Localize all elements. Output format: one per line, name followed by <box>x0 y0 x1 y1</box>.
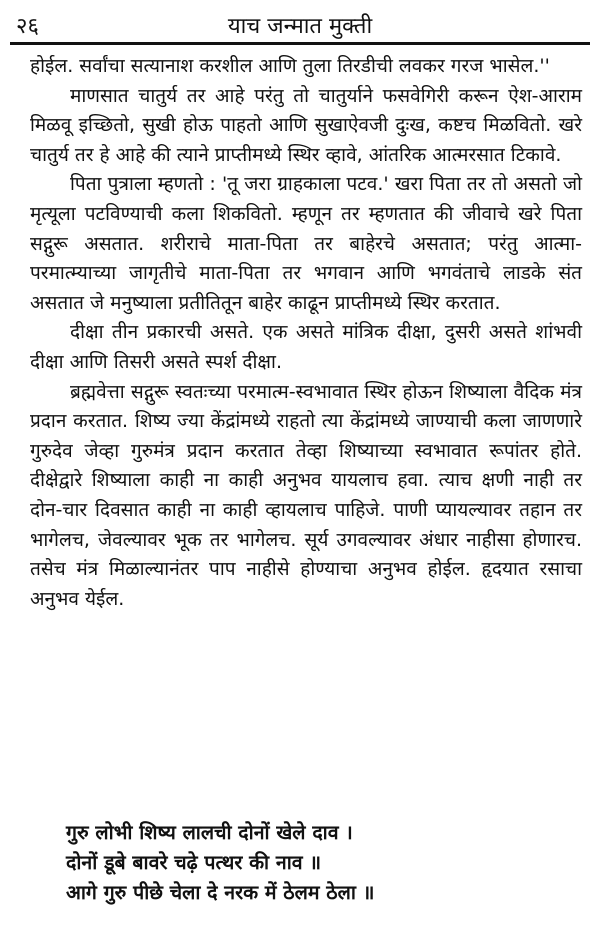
paragraph: ब्रह्मवेत्ता सद्गुरू स्वतःच्या परमात्म-स्वभावात स्थिर होऊन शिष्याला वैदिक मंत्र प्रदान करतात. शिष्य ज्या केंद्रांमध्ये राहतो त्या केंद्रांमध्ये जाण्याची कला जाणणारे गुरुदेव जेव्हा गुरुमंत्र प्रदान करतात तेव्हा शिष्याच्या स्वभावात रूपांतर होते. दीक्षेद्वारे शिष्याला काही ना काही अनुभव यायलाच हवा. त्याच क्षणी नाही तर दोन-चार दिवसात काही ना काही व्हायलाच पाहिजे. पाणी प्यायल्यावर तहान तर भागेलच, जेवल्यावर भूक तर भागेलच. सूर्य उगवल्यावर अंधार नाहीसा होणारच. तसेच मंत्र मिळाल्यानंतर पाप नाहीसे होण्याचा अनुभव होईल. हृदयात रसाचा अनुभव येईल. <box>30 380 583 610</box>
page-header <box>10 6 590 44</box>
verse-line: गुरु लोभी शिष्य लालची दोनों खेले दाव । <box>66 821 353 844</box>
body-text <box>30 52 582 614</box>
verse-line: आगे गुरु पीछे चेला दे नरक में ठेलम ठेला ॥ <box>66 881 375 904</box>
running-title: याच जन्मात मुक्ती <box>227 14 373 39</box>
header-rule <box>10 42 590 45</box>
verse-block <box>66 818 586 908</box>
page-number: २६ <box>16 14 39 39</box>
paragraph: पिता पुत्राला म्हणतो : 'तू जरा ग्राहकाला पटव.' खरा पिता तर तो असतो जो मृत्यूला पटविण्याची कला शिकवितो. म्हणून तर म्हणतात की जीवाचे खरे पिता सद्गुरू असतात. शरीराचे माता-पिता तर बाहेरचे असतात; परंतु आत्मा-परमात्म्याच्या जागृतीचे माता-पिता तर भगवान आणि भगवंताचे लाडके संत असतात जे मनुष्याला प्रतीतितून बाहेर काढून प्राप्तीमध्ये स्थिर करतात. <box>30 173 582 314</box>
paragraph: माणसात चातुर्य तर आहे परंतु तो चातुर्याने फसवेगिरी करून ऐश-आराम मिळवू इच्छितो, सुखी होऊ पाहतो आणि सुखाऐवजी दुःख, कष्टच मिळवितो. खरे चातुर्य तर हे आहे की त्याने प्राप्तीमध्ये स्थिर व्हावे, आंतरिक आत्मरसात टिकावे. <box>30 84 582 166</box>
verse-line: दोनों डूबे बावरे चढ़े पत्थर की नाव ॥ <box>66 851 322 874</box>
paragraph: होईल. सर्वांचा सत्यानाश करशील आणि तुला तिरडीची लवकर गरज भासेल.'' <box>30 55 550 77</box>
paragraph: दीक्षा तीन प्रकारची असते. एक असते मांत्रिक दीक्षा, दुसरी असते शांभवी दीक्षा आणि तिसरी असते स्पर्श दीक्षा. <box>30 321 582 373</box>
